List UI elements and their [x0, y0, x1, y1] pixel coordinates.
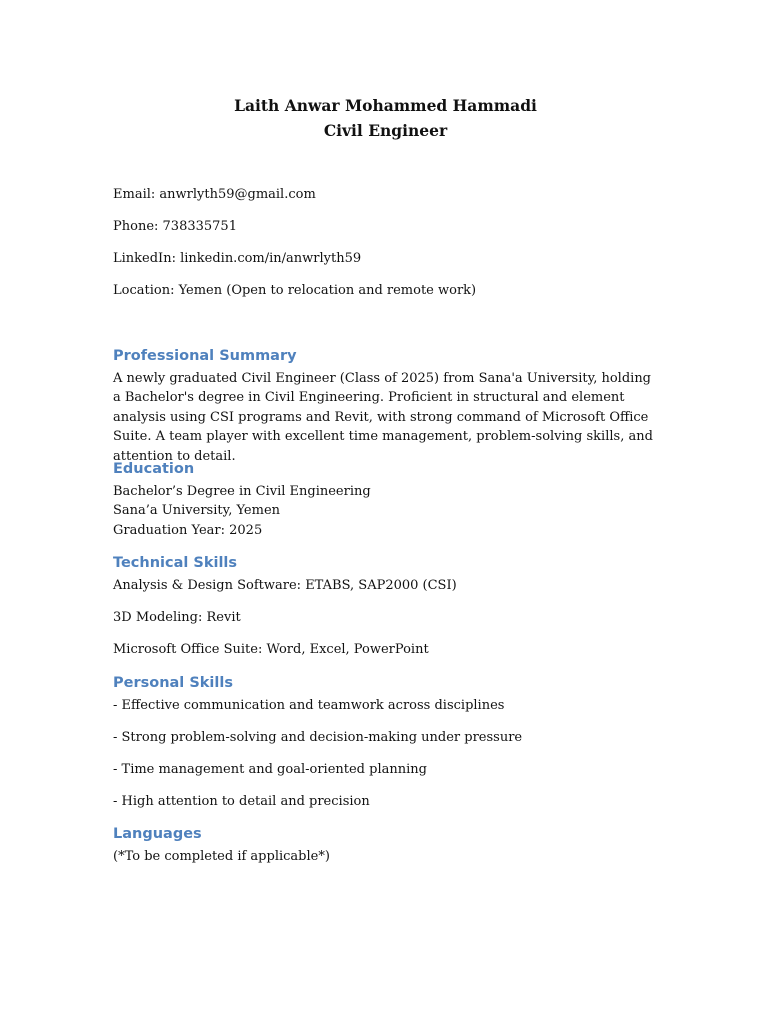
technical-skills-section	[113, 554, 658, 672]
university-line: Sana’a University, Yemen	[113, 503, 281, 519]
location-line: Location: Yemen (Open to relocation and remote work)	[113, 283, 477, 298]
list-item: Microsoft Office Suite: Word, Excel, PowerPoint	[113, 642, 429, 657]
list-item: - High attention to detail and precision	[113, 794, 370, 809]
section-heading: Technical Skills	[113, 555, 238, 571]
languages-note: (*To be completed if applicable*)	[113, 849, 330, 864]
personal-skills-section	[113, 674, 658, 824]
section-heading: Professional Summary	[113, 348, 297, 364]
summary-text: A newly graduated Civil Engineer (Class of 2025) from Sana'a University, holding a Bachelor's degree in Civil Engineering. Proficient in structural and element analysis using CSI programs and Revit, with strong command of Microsoft Office Suite. A team player with excellent time management, problem-solving skills, and attention to detail.	[113, 371, 653, 464]
email-line: Email: anwrlyth59@gmail.com	[113, 187, 316, 202]
section-heading: Languages	[113, 826, 202, 842]
list-item: - Strong problem-solving and decision-making under pressure	[113, 730, 523, 745]
education-section	[113, 460, 658, 540]
list-item: Analysis & Design Software: ETABS, SAP2000 (CSI)	[113, 578, 457, 593]
graduation-line: Graduation Year: 2025	[113, 522, 263, 538]
list-item: 3D Modeling: Revit	[113, 610, 241, 625]
professional-summary-section	[113, 347, 658, 466]
contact-info	[113, 185, 476, 313]
list-item: - Effective communication and teamwork across disciplines	[113, 698, 505, 713]
degree-line: Bachelor’s Degree in Civil Engineering	[113, 484, 371, 499]
list-item: - Time management and goal-oriented planning	[113, 762, 427, 777]
languages-section	[113, 825, 658, 866]
section-heading: Education	[113, 461, 195, 477]
candidate-name: Laith Anwar Mohammed Hammadi	[234, 96, 537, 115]
resume-header	[113, 93, 658, 143]
job-title: Civil Engineer	[323, 121, 448, 140]
section-heading: Personal Skills	[113, 675, 233, 691]
linkedin-line: LinkedIn: linkedin.com/in/anwrlyth59	[113, 251, 362, 266]
phone-line: Phone: 738335751	[113, 219, 237, 234]
